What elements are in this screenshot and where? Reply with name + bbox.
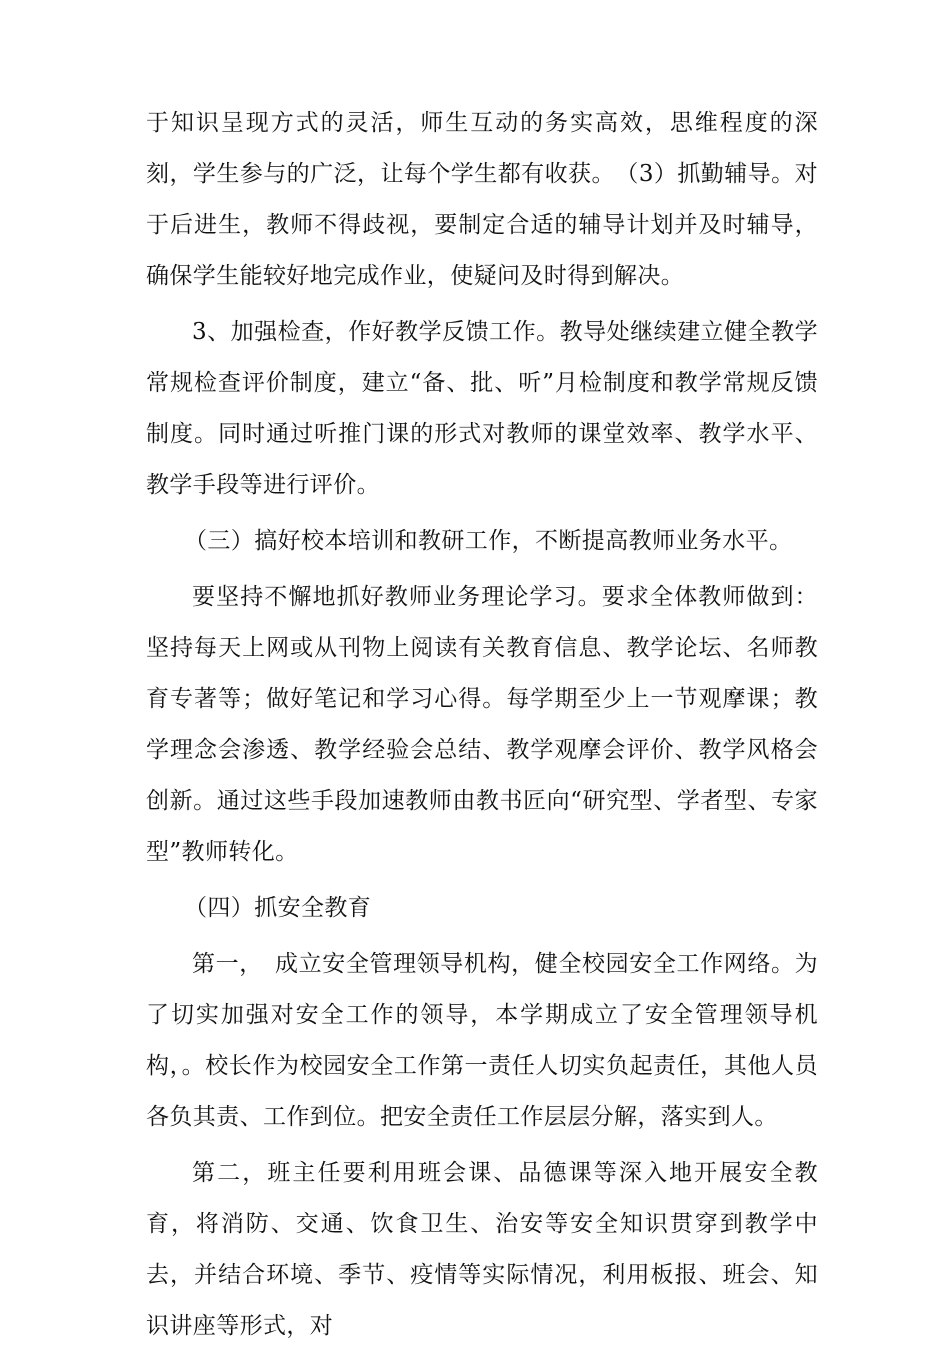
section-heading-safety: （四）抓安全教育 bbox=[184, 895, 372, 921]
section-heading-training: （三）搞好校本培训和教研工作，不断提高教师业务水平。 bbox=[184, 528, 793, 554]
document-page bbox=[146, 98, 818, 1357]
paragraph-inspection: 3、加强检查，作好教学反馈工作。教导处继续建立健全教学常规检查评价制度，建立“备、批、听”月检制度和教学常规反馈制度。同时通过听推门课的形式对教师的课堂效率、教学水平、教学手段等进行评价。 bbox=[146, 319, 818, 498]
paragraph-safety-second: 第二，班主任要利用班会课、品德课等深入地开展安全教育，将消防、交通、饮食卫生、治安等安全知识贯穿到教学中去，并结合环境、季节、疫情等实际情况，利用板报、班会、知识讲座等形式，对 bbox=[146, 1160, 818, 1339]
paragraph-continuation: 于知识呈现方式的灵活，师生互动的务实高效，思维程度的深刻，学生参与的广泛，让每个学生都有收获。 （3）抓勤辅导。对于后进生，教师不得歧视，要制定合适的辅导计划并及时辅导，确保学生能较好地完成作业，使疑问及时得到解决。 bbox=[146, 110, 818, 289]
paragraph-teacher-study: 要坚持不懈地抓好教师业务理论学习。要求全体教师做到：坚持每天上网或从刊物上阅读有关教育信息、教学论坛、名师教育专著等；做好笔记和学习心得。每学期至少上一节观摩课；教学理念会渗透、教学经验会总结、教学观摩会评价、教学风格会创新。通过这些手段加速教师由教书匠向“研究型、学者型、专家型”教师转化。 bbox=[146, 584, 818, 865]
paragraph-safety-first: 第一， 成立安全管理领导机构，健全校园安全工作网络。为了切实加强对安全工作的领导，本学期成立了安全管理领导机构，。校长作为校园安全工作第一责任人切实负起责任，其他人员各负其责、工作到位。把安全责任工作层层分解，落实到人。 bbox=[146, 951, 818, 1130]
